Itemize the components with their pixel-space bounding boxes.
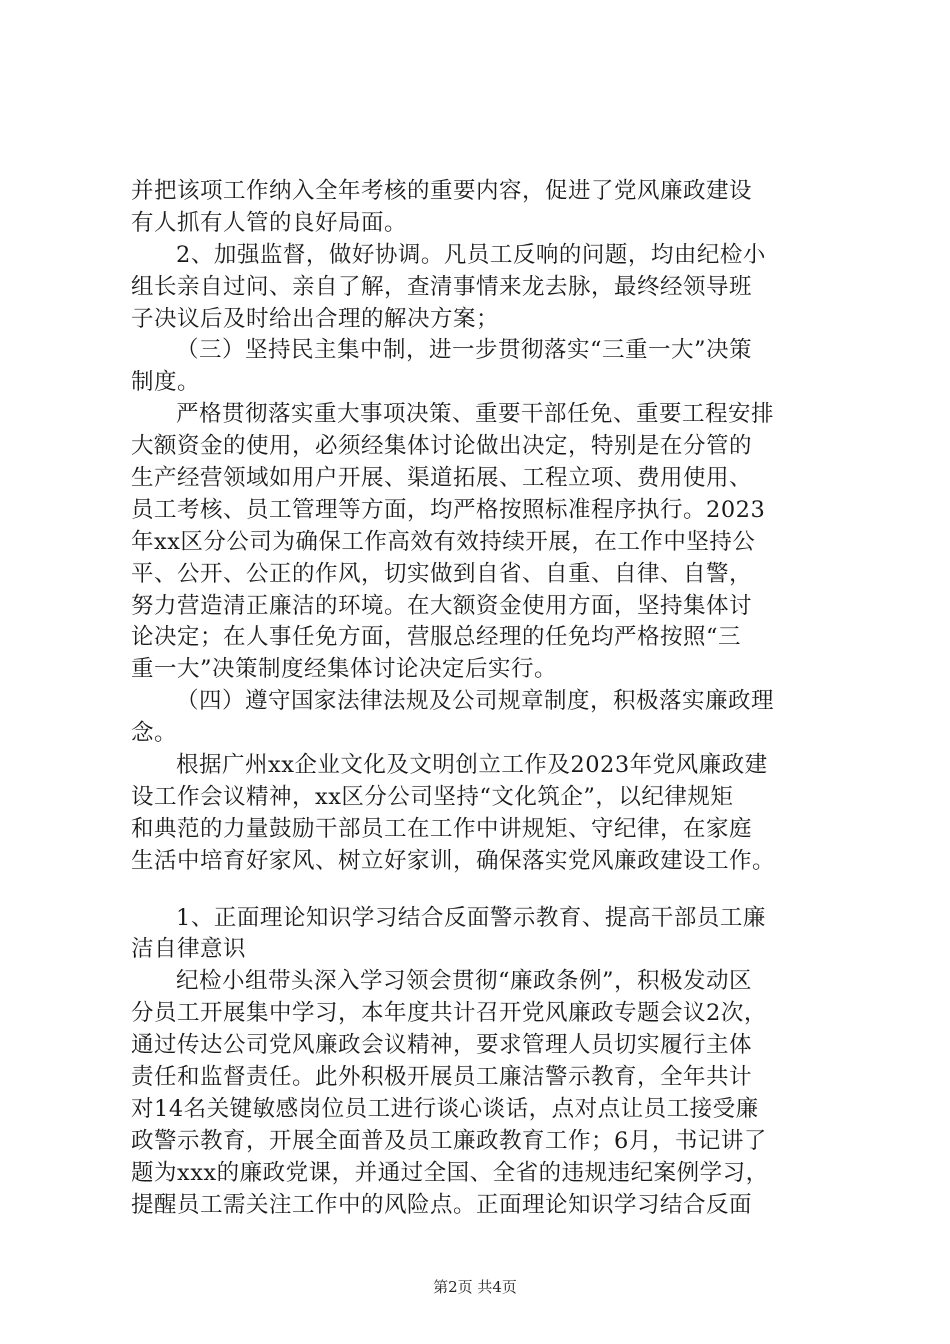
text-line: 设工作会议精神，xx区分公司坚持“文化筑企”，以纪律规矩 <box>131 783 734 810</box>
text-line: 政警示教育，开展全面普及员工廉政教育工作；6月，书记讲了 <box>131 1127 767 1154</box>
text-line: 2、加强监督，做好协调。凡员工反响的问题，均由纪检小 <box>176 241 766 268</box>
text-line: 和典范的力量鼓励干部员工在工作中讲规矩、守纪律，在家庭 <box>131 815 753 842</box>
text-line: 对14名关键敏感岗位员工进行谈心谈话，点对点让员工接受廉 <box>131 1095 759 1122</box>
section-heading: （三）坚持民主集中制，进一步贯彻落实“三重一大”决策 <box>176 337 753 364</box>
document-body <box>131 176 843 1222</box>
section-heading: 制度。 <box>131 369 201 396</box>
text-line: 有人抓有人管的良好局面。 <box>131 209 408 236</box>
section-heading: （四）遵守国家法律法规及公司规章制度，积极落实廉政理 <box>176 688 775 715</box>
text-line: 纪检小组带头深入学习领会贯彻“廉政条例”，积极发动区 <box>176 968 753 995</box>
text-line: 论决定；在人事任免方面，营服总经理的任免均严格按照“三 <box>131 624 742 651</box>
text-line: 子决议后及时给出合理的解决方案； <box>131 305 500 332</box>
sub-heading: 1、正面理论知识学习结合反面警示教育、提高干部员工廉 <box>176 904 766 931</box>
text-line: 生产经营领域如用户开展、渠道拓展、工程立项、费用使用、 <box>131 465 753 492</box>
text-line: 通过传达公司党风廉政会议精神，要求管理人员切实履行主体 <box>131 1032 753 1059</box>
page-footer: 第2页 共4页 <box>433 1278 517 1296</box>
text-line: 大额资金的使用，必须经集体讨论做出决定，特别是在分管的 <box>131 433 753 460</box>
text-line: 提醒员工需关注工作中的风险点。正面理论知识学习结合反面 <box>131 1191 753 1218</box>
text-line: 组长亲自过问、亲自了解，查清事情来龙去脉，最终经领导班 <box>131 273 753 300</box>
section-heading: 念。 <box>131 720 178 747</box>
text-line: 分员工开展集中学习，本年度共计召开党风廉政专题会议2次， <box>131 1000 767 1027</box>
sub-heading: 洁自律意识 <box>131 936 247 963</box>
text-line: 生活中培育好家风、树立好家训，确保落实党风廉政建设工作。 <box>131 847 776 874</box>
text-line: 严格贯彻落实重大事项决策、重要干部任免、重要工程安排 <box>176 401 775 428</box>
text-line: 努力营造清正廉洁的环境。在大额资金使用方面，坚持集体讨 <box>131 592 753 619</box>
paragraph-gap <box>131 878 843 903</box>
text-line: 平、公开、公正的作风，切实做到自省、自重、自律、自警， <box>131 560 753 587</box>
text-line: 责任和监督责任。此外积极开展员工廉洁警示教育，全年共计 <box>131 1064 753 1091</box>
text-line: 重一大”决策制度经集体讨论决定后实行。 <box>131 656 558 683</box>
text-line: 并把该项工作纳入全年考核的重要内容，促进了党风廉政建设 <box>131 178 753 204</box>
text-line: 根据广州xx企业文化及文明创立工作及2023年党风廉政建 <box>176 752 768 779</box>
text-line: 员工考核、员工管理等方面，均严格按照标准程序执行。2023 <box>131 496 766 523</box>
text-line: 年xx区分公司为确保工作高效有效持续开展，在工作中坚持公 <box>131 528 756 555</box>
text-line: 题为xxx的廉政党课，并通过全国、全省的违规违纪案例学习， <box>131 1159 769 1186</box>
